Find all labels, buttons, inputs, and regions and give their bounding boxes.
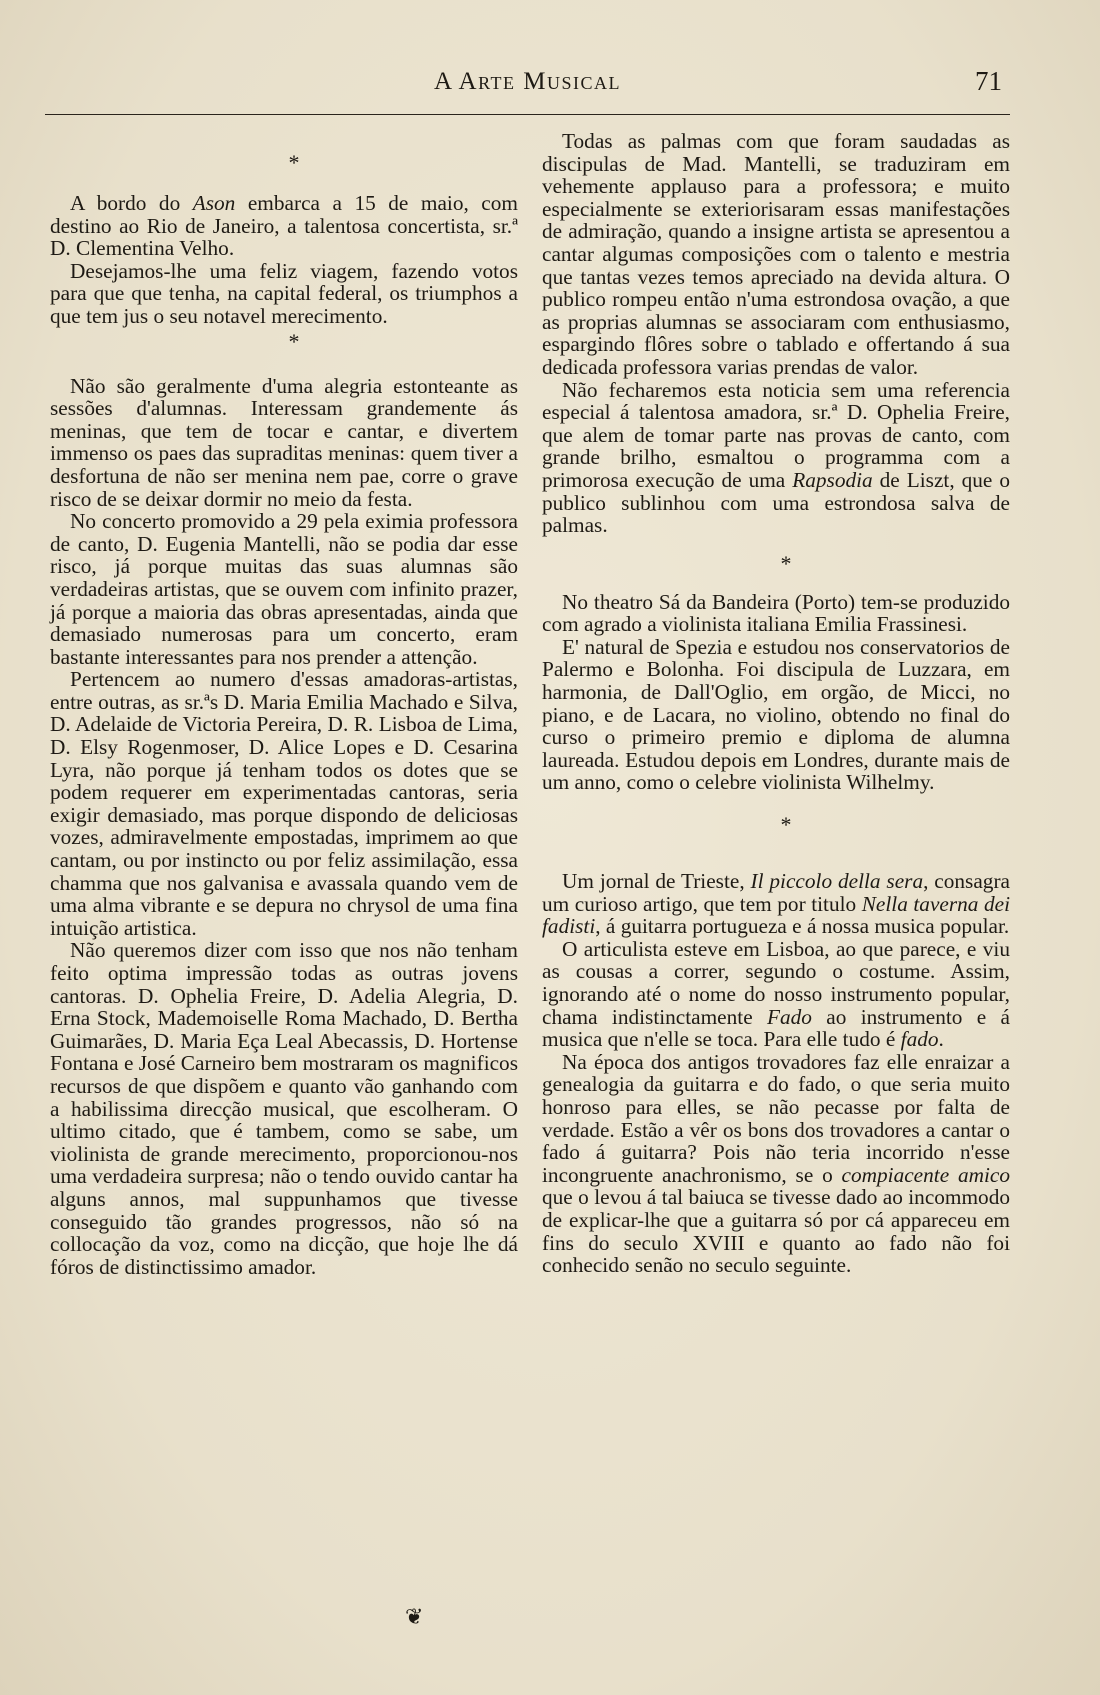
article-title: Nella taverna dei fadisti [542, 891, 1010, 939]
footer-ornament: ❦ [405, 1604, 424, 1629]
text-run: O articulista esteve em Lisboa, ao que parece, e viu as cousas a correr, segundo o costume. Assim, ignorando até o nome do nosso instrumento popular, chama indistinctamente [542, 936, 1010, 1029]
paragraph: Não são geralmente d'uma alegria estonteante as sessões d'alumnas. Interessam grandemente ás meninas, que tem de tocar e cantar, e divertem immenso os paes das supraditas meninas: quem tiver a desfortuna de não ser menina nem pae, corre o grave risco de se deixar dormir no meio da festa. [50, 373, 518, 511]
italic-quote: compiacente amico [841, 1162, 1010, 1187]
text-run: Não fecharemos esta noticia sem uma referencia especial á talentosa amadora, sr.ª D. Ophelia Freire, que alem de tomar parte nas provas de canto, com grande brilho, esmaltou o programma com a primorosa execução de uma [542, 377, 1010, 492]
text-run: , á guitarra portugueza e á nossa musica popular. [595, 914, 1010, 939]
paragraph [50, 192, 518, 260]
section-separator: * [780, 550, 792, 576]
work-title: Rapsodia [792, 467, 873, 492]
header-rule [45, 114, 1010, 115]
italic-term: fado [900, 1027, 939, 1052]
running-title: A Arte Musical [434, 68, 621, 95]
paragraph: E' natural de Spezia e estudou nos conservatorios de Palermo e Bolonha. Foi discipula de Luzzara, em harmonia, de Dall'Oglio, em orgão, de Micci, no piano, e de Lacara, no violino, obtendo no final do curso o primeiro premio e diploma de alumna laureada. Estudou depois em Londres, durante mais de um anno, como o celebre violinista Wilhelmy. [542, 634, 1010, 795]
page-number: 71 [975, 66, 1002, 96]
page-header [45, 62, 1010, 112]
paragraph [542, 938, 1010, 1051]
left-column [50, 130, 518, 1278]
paragraph: Todas as palmas com que foram saudadas as discipulas de Mad. Mantelli, se traduziram em vehemente applauso para a professora; e muito especialmente se exteriorisaram essas manifestações de admiração, quando a insigne artista se apresentou a cantar algumas composições com o talento e mestria que tantas vezes temos apreciado na devida altura. O publico rompeu então n'uma estrondosa ovação, a que as proprias alumnas se associaram com enthusiasmo, espargindo flôres sobre o tablado e offertando á sua dedicada professora varias prendas de valor. [542, 129, 1010, 379]
text-run: ao instrumento e á musica que n'elle se toca. Para elle tudo é [542, 1004, 1010, 1052]
text-run: . [938, 1027, 944, 1052]
paragraph [542, 1051, 1010, 1277]
paragraph: Não queremos dizer com isso que nos não tenham feito optima impressão todas as outras jovens cantoras. D. Ophelia Freire, D. Adelia Alegria, D. Erna Stock, Mademoiselle Roma Machado, D. Bertha Guimarães, D. Maria Eça Leal Abecassis, D. Hortense Fontana e José Carneiro bem mostraram os magnificos recursos de que dispõem e quanto vão ganhando com a habilissima direcção musical, que escolheram. O ultimo citado, que é tambem, como se sabe, um violinista de grande merecimento, proporcionou-nos uma verdadeira surpresa; não o tendo ouvido cantar ha alguns annos, mal suppunhamos que tivesse conseguido tão grandes progressos, não só na collocação da voz, como na dicção, que hoje lhe dá fóros de distinctissimo amador. [50, 938, 518, 1279]
text-run: embarca a 15 de maio, com destino ao Rio de Janeiro, a talentosa concertista, sr.ª D. Clementina Velho. [50, 191, 518, 261]
paragraph: Pertencem ao numero d'essas amadoras-artistas, entre outras, as sr.ªs D. Maria Emilia Machado e Silva, D. Adelaide de Victoria Pereira, D. R. Lisboa de Lima, D. Elsy Rogenmoser, D. Alice Lopes e D. Cesarina Lyra, não porque já tenham todos os dotes que se podem requerer em experimentadas cantoras, seria exigir demasiado, mas porque dispondo de deliciosas vozes, admiravelmente empostadas, imprimem ao que cantam, ou por instincto ou por feliz assimilação, essa chamma que nos galvanisa e avassala quando vem de uma alma vibrante e se depura no chrysol de uma fina intuição artistica. [50, 667, 518, 940]
paragraph: Desejamos-lhe uma feliz viagem, fazendo votos para que que tenha, na capital federal, os triumphos a que tem jus o seu notavel merecimento. [50, 258, 518, 328]
section-separator: * [288, 328, 300, 354]
ship-name: Ason [192, 191, 236, 215]
text-run: Na época dos antigos trovadores faz elle enraizar a genealogia da guitarra e do fado, o que seria muito honroso para elles, se não pecasse por falta de verdade. Estão a vêr os bons dos trovadores a cantar o fado á guitarra? Pois não teria incorrido n'esse incongruente anachronismo, se o [542, 1049, 1010, 1187]
right-column [542, 130, 1010, 1277]
section-separator: * [780, 812, 792, 838]
text-run: A bordo do [70, 191, 193, 215]
italic-term: Fado [766, 1004, 812, 1029]
newspaper-title: Il piccolo della sera [750, 869, 924, 894]
paragraph [542, 870, 1010, 938]
paragraph: No theatro Sá da Bandeira (Porto) tem-se produzido com agrado a violinista italiana Emilia Frassinesi. [542, 589, 1010, 637]
text-run: que o levou á tal baiuca se tivesse dado ao incommodo de explicar-lhe que a guitarra só por cá appareceu em fins do seculo XVIII e quanto ao fado não foi conhecido senão no seculo seguinte. [542, 1185, 1010, 1278]
text-run: Um jornal de Trieste, [562, 869, 751, 894]
paragraph: No concerto promovido a 29 pela eximia professora de canto, D. Eugenia Mantelli, não se podia dar esse risco, já porque muitas das suas alumnas são verdadeiras artistas, que se ouvem com infinito prazer, já porque a maioria das obras apresentadas, ainda que demasiado numerosas para um concerto, eram bastante interessantes para nos prender a attenção. [50, 509, 518, 669]
paragraph [542, 379, 1010, 537]
section-separator: * [288, 150, 300, 175]
text-run: de Liszt, que o publico sublinhou com uma estrondosa salva de palmas. [542, 467, 1010, 538]
text-run: , consagra um curioso artigo, que tem por titulo [542, 869, 1010, 916]
